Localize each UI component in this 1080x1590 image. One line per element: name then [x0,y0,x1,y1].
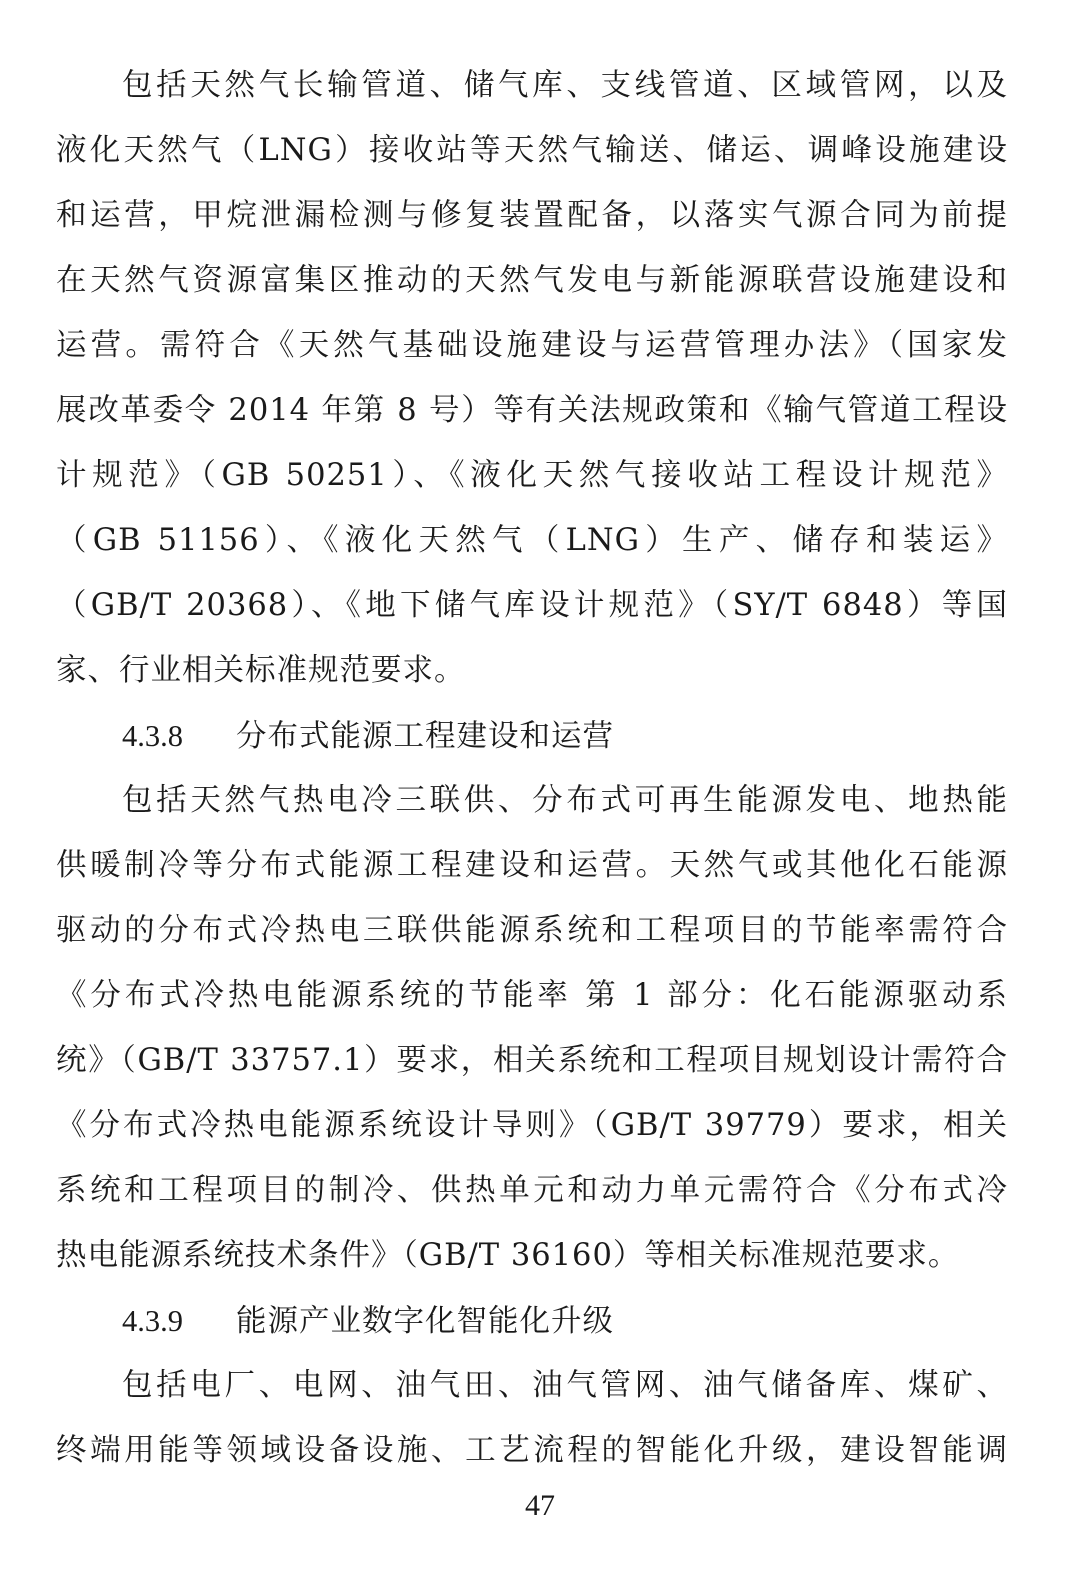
text-line: 热电能源系统技术条件》（GB/T 36160）等相关标准规范要求。 [56,1238,960,1273]
text-line: 系统和工程项目的制冷、供热单元和动力单元需符合《分布式冷 [56,1173,1008,1208]
text-line: （GB 51156）、《液化天然气（LNG）生产、储存和装运》 [56,523,1008,558]
text-line: 和运营，甲烷泄漏检测与修复装置配备，以落实气源合同为前提 [56,198,1008,233]
text-line: 供暖制冷等分布式能源工程建设和运营。天然气或其他化石能源 [56,848,1008,883]
text-line: 《分布式冷热电能源系统设计导则》（GB/T 39779）要求，相关 [56,1108,1008,1143]
text-line: 计规范》（GB 50251）、《液化天然气接收站工程设计规范》 [56,458,1008,493]
section-heading-4-3-8 [122,711,614,761]
section-number: 4.3.8 [122,719,183,753]
section-number: 4.3.9 [122,1304,183,1338]
text-line: 包括天然气热电冷三联供、分布式可再生能源发电、地热能 [122,783,1008,818]
text-line: 家、行业相关标准规范要求。 [56,653,466,688]
text-line: 液化天然气（LNG）接收站等天然气输送、储运、调峰设施建设 [56,133,1008,168]
text-line: 终端用能等领域设备设施、工艺流程的智能化升级，建设智能调 [56,1433,1008,1468]
text-line: 包括天然气长输管道、储气库、支线管道、区域管网，以及 [122,68,1008,103]
text-line: （GB/T 20368）、《地下储气库设计规范》（SY/T 6848）等国 [56,588,1008,623]
section-title: 能源产业数字化智能化升级 [236,1304,614,1339]
section-title: 分布式能源工程建设和运营 [236,719,614,754]
text-line: 在天然气资源富集区推动的天然气发电与新能源联营设施建设和 [56,263,1008,298]
section-heading-4-3-9 [122,1296,614,1346]
text-line: 包括电厂、电网、油气田、油气管网、油气储备库、煤矿、 [122,1368,1008,1403]
text-line: 统》（GB/T 33757.1）要求，相关系统和工程项目规划设计需符合 [56,1043,1008,1078]
page-number: 47 [525,1489,555,1522]
text-line: 展改革委令 2014 年第 8 号）等有关法规政策和《输气管道工程设 [56,393,1008,428]
text-line: 运营。需符合《天然气基础设施建设与运营管理办法》（国家发 [56,328,1008,363]
text-line: 《分布式冷热电能源系统的节能率 第 1 部分：化石能源驱动系 [56,978,1008,1013]
text-line: 驱动的分布式冷热电三联供能源系统和工程项目的节能率需符合 [56,913,1008,948]
